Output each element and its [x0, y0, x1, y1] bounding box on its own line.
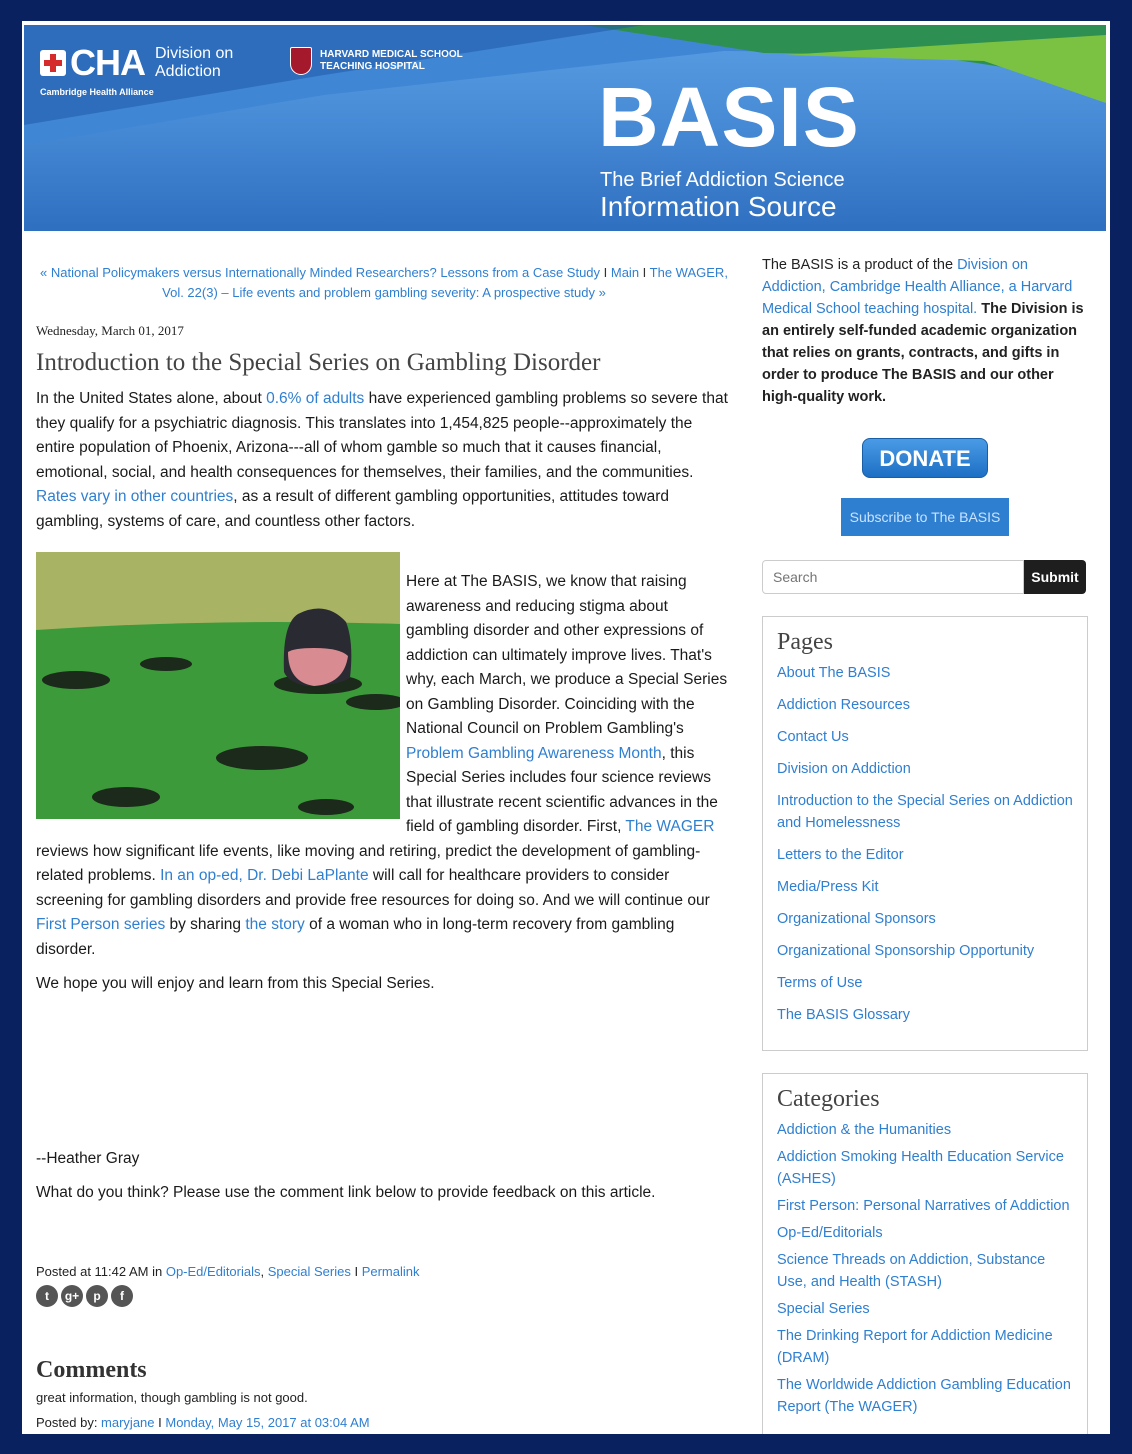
category-link[interactable]: The Drinking Report for Addiction Medicine (DRAM) — [777, 1328, 1053, 1366]
cha-division-text: Division on Addiction — [155, 45, 234, 80]
page-link[interactable]: Addiction Resources — [777, 697, 910, 713]
page-link[interactable]: Division on Addiction — [777, 761, 911, 777]
article-illustration — [36, 552, 400, 819]
comment-meta — [36, 1415, 732, 1430]
header-banner — [24, 25, 1106, 231]
text: Here at The BASIS, we know that raising awareness and reducing stigma about gambling disorder and other expressions of addiction can ultimately improve lives. That's why, each March, we produce a Special Series on Gambling Disorder. Coinciding with the National Council on Problem Gambling's — [406, 573, 728, 737]
post-title: Introduction to the Special Series on Gambling Disorder — [36, 349, 601, 376]
basis-title[interactable]: BASIS — [598, 70, 860, 164]
facebook-icon[interactable]: f — [111, 1285, 133, 1307]
main-link[interactable]: Main — [610, 265, 640, 280]
adults-link[interactable]: 0.6% of adults — [266, 390, 365, 407]
division-link[interactable]: Division on Addiction, Cambridge Health Alliance, a Harvard Medical School teaching hospital. — [762, 257, 1073, 317]
paragraph-3: We hope you will enjoy and learn from this Special Series. — [36, 975, 435, 992]
page-frame — [22, 21, 1110, 1434]
text: reviews how significant life events, like moving and retiring, predict the development of gambling-related problems. — [36, 842, 701, 884]
text: by sharing — [165, 916, 246, 933]
subscribe-button[interactable]: Subscribe to The BASIS — [841, 498, 1009, 536]
category-link[interactable]: Addiction Smoking Health Education Service (ASHES) — [777, 1149, 1064, 1187]
post-date: Wednesday, March 01, 2017 — [36, 323, 184, 338]
cha-logo[interactable] — [40, 42, 245, 83]
harvard-shield-icon — [290, 47, 312, 75]
search-form — [762, 560, 1088, 594]
hms-logo[interactable] — [290, 47, 463, 75]
nav-separator: I — [639, 265, 650, 280]
twitter-icon[interactable]: t — [36, 1285, 58, 1307]
pages-list — [777, 662, 1073, 1026]
story-link[interactable]: the story — [245, 916, 305, 933]
category-link[interactable]: First Person: Personal Narratives of Addiction — [777, 1198, 1070, 1214]
page-link[interactable]: Contact Us — [777, 729, 849, 745]
text: In the United States alone, about — [36, 390, 267, 407]
comment-author-link[interactable]: maryjane — [101, 1414, 155, 1430]
text: , as a result of different gambling opportunities, attitudes toward gambling, systems of care, and countless other factors. — [36, 488, 669, 530]
hms-text — [320, 49, 463, 73]
text: , this Special Series includes four science reviews that illustrate recent scientific advances in the field of gambling disorder. First, — [406, 744, 718, 835]
categories-box — [762, 1073, 1088, 1434]
page-link[interactable]: Media/Press Kit — [777, 879, 879, 895]
pages-box — [762, 616, 1088, 1051]
categories-heading: Categories — [777, 1086, 880, 1112]
page-link[interactable]: Introduction to the Special Series on Addiction and Homelessness — [777, 793, 1073, 831]
basis-subtitle-2: Information Source — [600, 191, 837, 222]
search-submit-button[interactable]: Submit — [1024, 560, 1086, 594]
category-link[interactable]: The Worldwide Addiction Gambling Education Report (The WAGER) — [777, 1377, 1071, 1415]
paragraph-1 — [36, 387, 732, 534]
page-link[interactable]: Letters to the Editor — [777, 847, 904, 863]
post-footer — [36, 1264, 732, 1279]
share-buttons — [36, 1285, 732, 1307]
about-bold-text: The Division is an entirely self-funded academic organization that relies on grants, contracts, and gifts in order to produce The BASIS and our other high-quality work. — [762, 301, 1084, 405]
category-link[interactable]: Op-Ed/Editorials — [777, 1225, 883, 1241]
cha-cross-icon — [40, 50, 66, 76]
category-link[interactable]: Special Series — [777, 1301, 870, 1317]
posted-by-label: Posted by: — [36, 1414, 102, 1430]
text: I — [154, 1414, 166, 1430]
text: will call for healthcare providers to consider screening for gambling disorders and provide free resources for doing so. And we will continue our — [36, 867, 710, 909]
category-op-ed-link[interactable]: Op-Ed/Editorials — [165, 1263, 261, 1279]
categories-list — [777, 1119, 1073, 1418]
op-ed-link[interactable]: In an op-ed, Dr. Debi LaPlante — [160, 867, 369, 884]
sidebar — [762, 254, 1088, 1434]
page-link[interactable]: Organizational Sponsors — [777, 911, 936, 927]
cha-subtitle: Cambridge Health Alliance — [40, 87, 154, 97]
text: of a woman who in long-term recovery from gambling disorder. — [36, 916, 675, 958]
main-content — [36, 263, 732, 1430]
first-person-link[interactable]: First Person series — [36, 916, 166, 933]
prev-post-link[interactable]: « National Policymakers versus Internationally Minded Researchers? Lessons from a Case Study — [40, 265, 601, 280]
text: I — [350, 1263, 362, 1279]
about-text — [762, 254, 1088, 408]
text: have experienced gambling problems so severe that they qualify for a psychiatric diagnosis. This translates into 1,454,825 people--approximately the entire population of Phoenix, Arizona---all of whom gamble so much that it causes financial, emotional, social, and health consequences for themselves, their families, and the communities. — [36, 390, 728, 481]
nav-separator: I — [600, 265, 611, 280]
rates-link[interactable]: Rates vary in other countries — [36, 488, 234, 505]
page-link[interactable]: About The BASIS — [777, 665, 891, 681]
page-link[interactable]: Terms of Use — [777, 975, 863, 991]
hms-line2: TEACHING HOSPITAL — [320, 61, 425, 72]
text: The BASIS is a product of the — [762, 257, 958, 273]
man-in-hole-illustration — [36, 552, 400, 819]
comments-heading: Comments — [36, 1356, 147, 1383]
page-link[interactable]: The BASIS Glossary — [777, 1007, 910, 1023]
wager-link[interactable]: The WAGER — [625, 818, 715, 835]
next-post-link[interactable]: The WAGER, Vol. 22(3) – Life events and problem gambling severity: A prospective study » — [162, 265, 728, 300]
search-input[interactable] — [762, 560, 1024, 594]
awareness-month-link[interactable]: Problem Gambling Awareness Month — [406, 744, 662, 762]
donate-button[interactable]: DONATE — [862, 438, 988, 478]
posted-at-text: Posted at 11:42 AM in — [36, 1263, 166, 1279]
permalink[interactable]: Permalink — [361, 1263, 420, 1279]
comment-timestamp-link[interactable]: Monday, May 15, 2017 at 03:04 AM — [165, 1414, 370, 1430]
comment-text: great information, though gambling is not good. — [36, 1389, 308, 1405]
feedback-prompt: What do you think? Please use the comment link below to provide feedback on this article. — [36, 1184, 656, 1201]
basis-subtitle-1: The Brief Addiction Science — [600, 169, 845, 191]
author-signature: --Heather Gray — [36, 1149, 140, 1167]
page-link[interactable]: Organizational Sponsorship Opportunity — [777, 943, 1035, 959]
category-link[interactable]: Addiction & the Humanities — [777, 1122, 952, 1138]
cha-logo-text: CHA — [70, 42, 145, 83]
pinterest-icon[interactable]: p — [86, 1285, 108, 1307]
category-link[interactable]: Science Threads on Addiction, Substance Use, and Health (STASH) — [777, 1252, 1046, 1290]
hms-line1: HARVARD MEDICAL SCHOOL — [320, 49, 463, 60]
post-navigation — [36, 263, 732, 303]
google-plus-icon[interactable]: g+ — [61, 1285, 83, 1307]
category-special-series-link[interactable]: Special Series — [267, 1263, 351, 1279]
pages-heading: Pages — [777, 629, 833, 655]
text: , — [260, 1263, 268, 1279]
